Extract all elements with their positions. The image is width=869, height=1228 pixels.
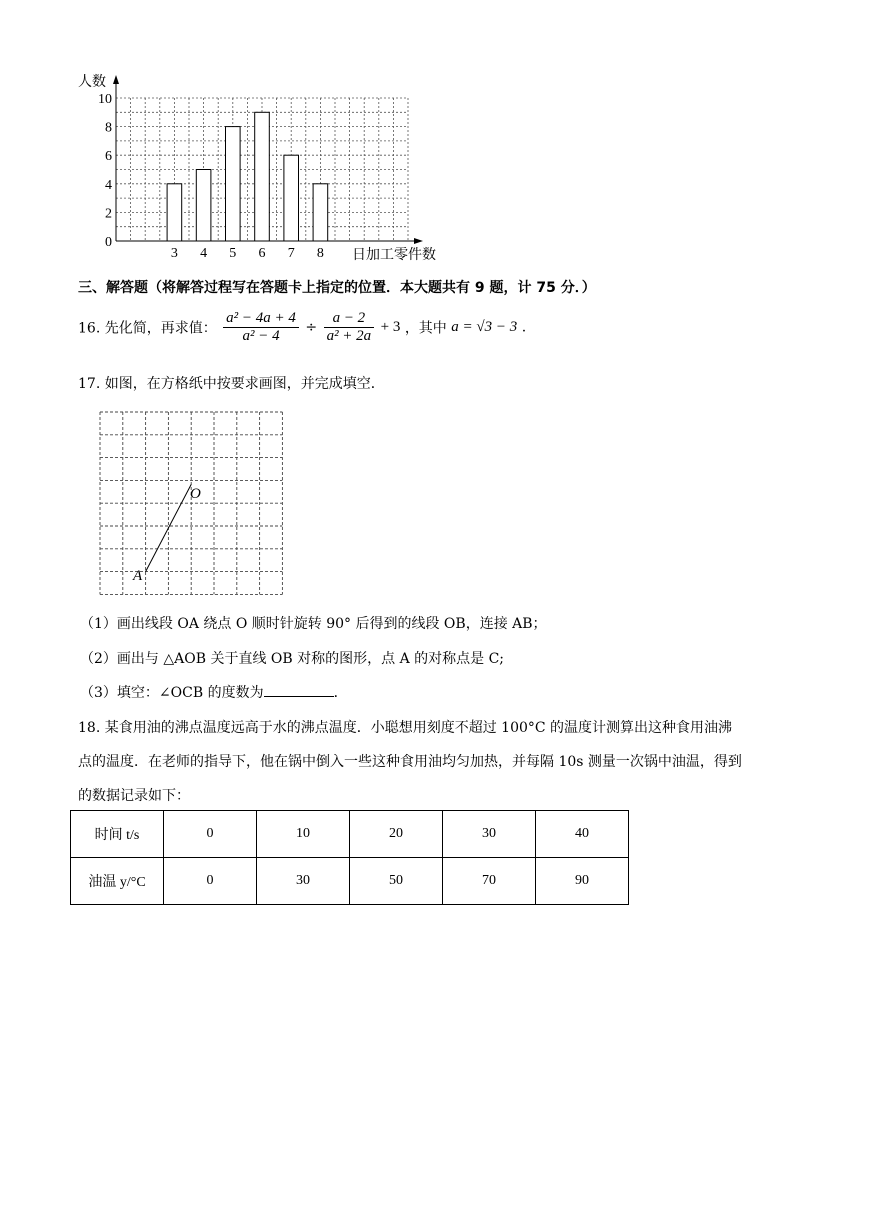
x-tick-label: 7 — [287, 246, 295, 261]
q16-plus: + 3 — [380, 319, 401, 335]
x-tick-label: 6 — [258, 246, 266, 261]
y-axis-arrow — [113, 75, 119, 84]
y-tick-label: 4 — [105, 177, 112, 193]
row-head-temp: 油温 y/°C — [71, 858, 164, 905]
table-cell: 30 — [443, 811, 536, 858]
y-tick-label: 10 — [98, 92, 112, 107]
q17-part-3-end: ． — [333, 685, 348, 701]
x-axis-arrow — [414, 238, 423, 244]
table-cell: 30 — [257, 858, 350, 905]
q18-line-3: 的数据记录如下： — [78, 788, 190, 804]
data-table — [70, 810, 629, 905]
table-cell: 70 — [443, 858, 536, 905]
y-tick-label: 6 — [105, 149, 112, 165]
table-cell: 40 — [536, 811, 629, 858]
q18-line-2: 点的温度．在老师的指导下，他在锅中倒入一些这种食用油均匀加热，并每隔 10s 测量一次锅中油温，得到 — [78, 754, 742, 770]
table-cell: 10 — [257, 811, 350, 858]
y-tick-label: 8 — [105, 120, 112, 136]
y-tick-label: 0 — [105, 235, 112, 250]
y-axis-label: 人数 — [78, 74, 106, 90]
q16-frac1-denominator: a² − 4 — [242, 328, 280, 344]
table-cell: 0 — [164, 858, 257, 905]
section-heading: 三、解答题（将解答过程写在答题卡上指定的位置．本大题共有 9 题，计 75 分．） — [78, 280, 596, 296]
bar — [196, 170, 211, 242]
bar — [226, 127, 241, 241]
q17-part-3-text: （3）填空：∠OCB 的度数为 — [80, 685, 264, 701]
q17-part-3 — [80, 682, 348, 702]
table-row-temp — [71, 858, 629, 905]
point-a-label: A — [133, 568, 143, 584]
x-axis-label: 日加工零件数 — [352, 247, 436, 263]
table-row-time — [71, 811, 629, 858]
table-cell: 0 — [164, 811, 257, 858]
q16-condition: ，其中 — [404, 320, 447, 337]
row-head-time: 时间 t/s — [71, 811, 164, 858]
x-tick-label: 5 — [229, 246, 237, 261]
point-o-label: O — [190, 486, 201, 502]
q16-frac1-numerator: a² − 4a + 4 — [223, 310, 299, 328]
q16-end: . — [521, 319, 527, 336]
q16-fraction-1 — [223, 310, 299, 345]
q16-frac2-numerator: a − 2 — [324, 310, 375, 328]
bar-chart — [0, 0, 460, 270]
question-16 — [78, 310, 526, 345]
q16-prefix: 16. 先化简，再求值： — [78, 320, 217, 337]
q17-part-2: （2）画出与 △AOB 关于直线 OB 对称的图形，点 A 的对称点是 C; — [80, 651, 505, 667]
table-cell: 50 — [350, 858, 443, 905]
x-tick-label: 4 — [200, 246, 208, 261]
q16-divide: ÷ — [305, 319, 318, 336]
x-tick-label: 3 — [170, 246, 178, 261]
q16-frac2-denominator: a² + 2a — [326, 328, 372, 344]
bar — [284, 155, 299, 241]
answer-blank[interactable] — [264, 682, 334, 697]
q16-value: a = √3 − 3 — [451, 319, 518, 335]
x-tick-label: 8 — [316, 246, 324, 261]
table-cell: 90 — [536, 858, 629, 905]
bar — [313, 184, 328, 241]
q16-fraction-2 — [324, 310, 375, 345]
bar — [255, 112, 270, 241]
q17-part-1: （1）画出线段 OA 绕点 O 顺时针旋转 90° 后得到的线段 OB，连接 AB； — [80, 616, 547, 632]
q18-line-1: 18. 某食用油的沸点温度远高于水的沸点温度．小聪想用刻度不超过 100°C 的温度计测算出这种食用油沸 — [78, 720, 733, 736]
question-17-prompt: 17. 如图，在方格纸中按要求画图，并完成填空． — [78, 376, 385, 392]
table-cell: 20 — [350, 811, 443, 858]
bar — [167, 184, 182, 241]
y-tick-label: 2 — [105, 206, 112, 222]
